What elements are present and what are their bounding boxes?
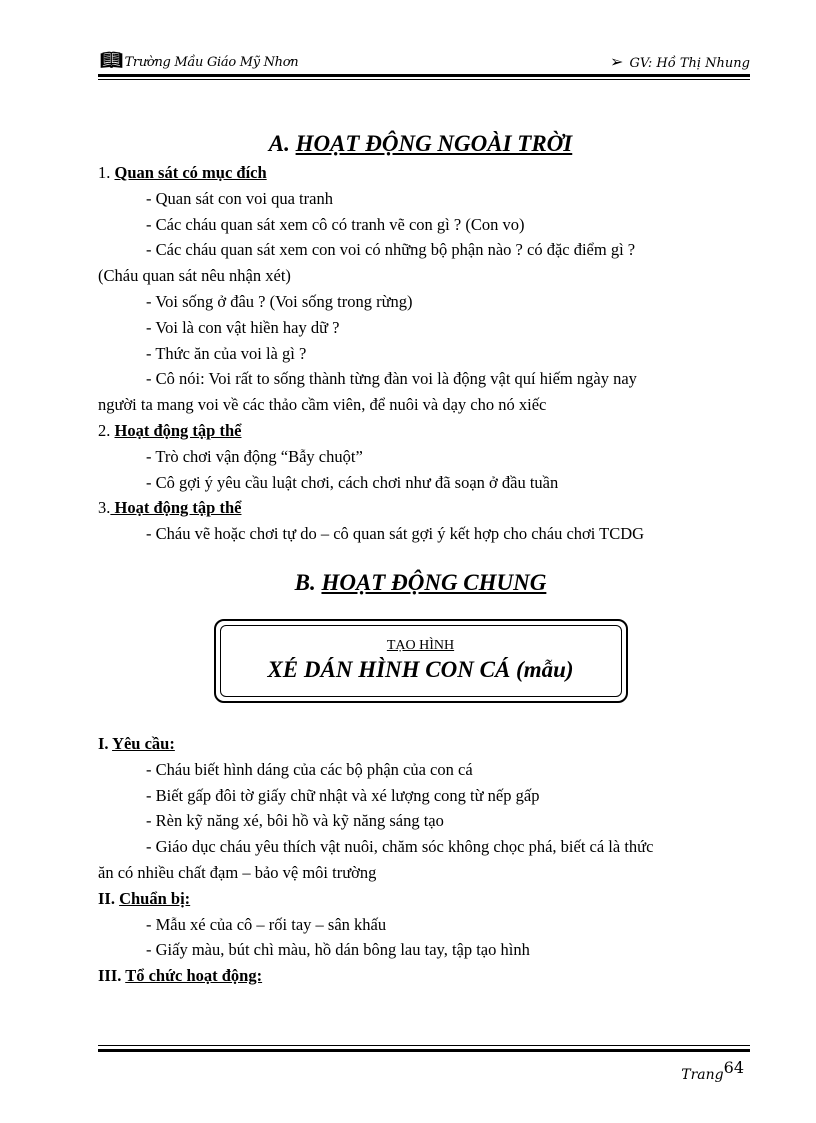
line-a2: - Các cháu quan sát xem cô có tranh vẽ con gì ? (Con vo): [146, 214, 525, 234]
line-a7: - Cô nói: Voi rất to sống thành từng đàn voi là động vật quí hiếm ngày nay: [146, 369, 637, 389]
footer-rule-thick: [98, 1049, 750, 1052]
header-school: [100, 50, 298, 71]
page-label: Trang: [681, 1067, 724, 1083]
line-b3: - Rèn kỹ năng xé, bôi hồ và kỹ năng sáng tạo: [146, 811, 444, 831]
lesson-subject: TẠO HÌNH: [386, 637, 455, 653]
line-a9: - Cô gợi ý yêu cầu luật chơi, cách chơi như đã soạn ở đầu tuần: [146, 472, 559, 492]
footer-rule-thin: [98, 1045, 750, 1046]
lesson-title-box: [214, 619, 628, 703]
section-b-title: B. HOẠT ĐỘNG CHUNG: [294, 569, 547, 595]
line-a3-cont: (Cháu quan sát nêu nhận xét): [98, 266, 291, 286]
heading-b2: II. Chuẩn bị:: [98, 888, 191, 908]
line-a10: - Cháu vẽ hoặc chơi tự do – cô quan sát gợi ý kết hợp cho cháu chơi TCDG: [146, 524, 645, 544]
line-a7-cont: người ta mang voi về các thảo cầm viên, để nuôi và dạy cho nó xiếc: [98, 395, 547, 415]
line-b1: - Cháu biết hình dáng của các bộ phận của con cá: [146, 759, 473, 779]
heading-a2: 2. Hoạt động tập thể: [98, 420, 242, 440]
arrow-right-icon: ➢: [610, 52, 624, 71]
heading-a3: 3. Hoạt động tập thể: [98, 498, 242, 518]
line-a3: - Các cháu quan sát xem con voi có những bộ phận nào ? có đặc điểm gì ?: [146, 240, 636, 260]
heading-b3: III. Tổ chức hoạt động:: [98, 966, 263, 986]
heading-b1: I. Yêu cầu:: [98, 733, 175, 753]
header-rule-thick: [98, 74, 750, 77]
page-number: [681, 1058, 744, 1083]
line-b6: - Giấy màu, bút chì màu, hồ dán bông lau tay, tập tạo hình: [146, 940, 530, 960]
lesson-title: XÉ DÁN HÌNH CON CÁ (mẫu): [267, 656, 574, 682]
line-a5: - Voi là con vật hiền hay dữ ?: [146, 317, 340, 337]
line-a4: - Voi sống ở đâu ? (Voi sống trong rừng): [146, 291, 413, 311]
line-a8: - Trò chơi vận động “Bẫy chuột”: [146, 446, 363, 466]
header-rule-thin: [98, 79, 750, 80]
line-a1: - Quan sát con voi qua tranh: [146, 188, 333, 208]
header-teacher-text: GV: Hồ Thị Nhung: [629, 56, 750, 71]
line-b2: - Biết gấp đôi tờ giấy chữ nhật và xé lượng cong từ nếp gấp: [146, 785, 540, 805]
line-b5: - Mẫu xé của cô – rối tay – sân khấu: [146, 914, 387, 934]
page-number-value: 64: [723, 1058, 744, 1077]
header-teacher: [610, 52, 750, 71]
section-a-title: A. HOẠT ĐỘNG NGOÀI TRỜI: [268, 131, 573, 156]
book-icon: 📖︎: [100, 50, 123, 71]
page-body: [98, 128, 743, 989]
line-a6: - Thức ăn của voi là gì ?: [146, 343, 307, 363]
heading-a1: 1. Quan sát có mục đích: [98, 163, 267, 182]
header-school-text: Trường Mầu Giáo Mỹ Nhơn: [124, 55, 299, 70]
line-b4: - Giáo dục cháu yêu thích vật nuôi, chăm sóc không chọc phá, biết cá là thức: [146, 837, 654, 857]
line-b4-cont: ăn có nhiều chất đạm – bảo vệ môi trường: [98, 862, 377, 882]
